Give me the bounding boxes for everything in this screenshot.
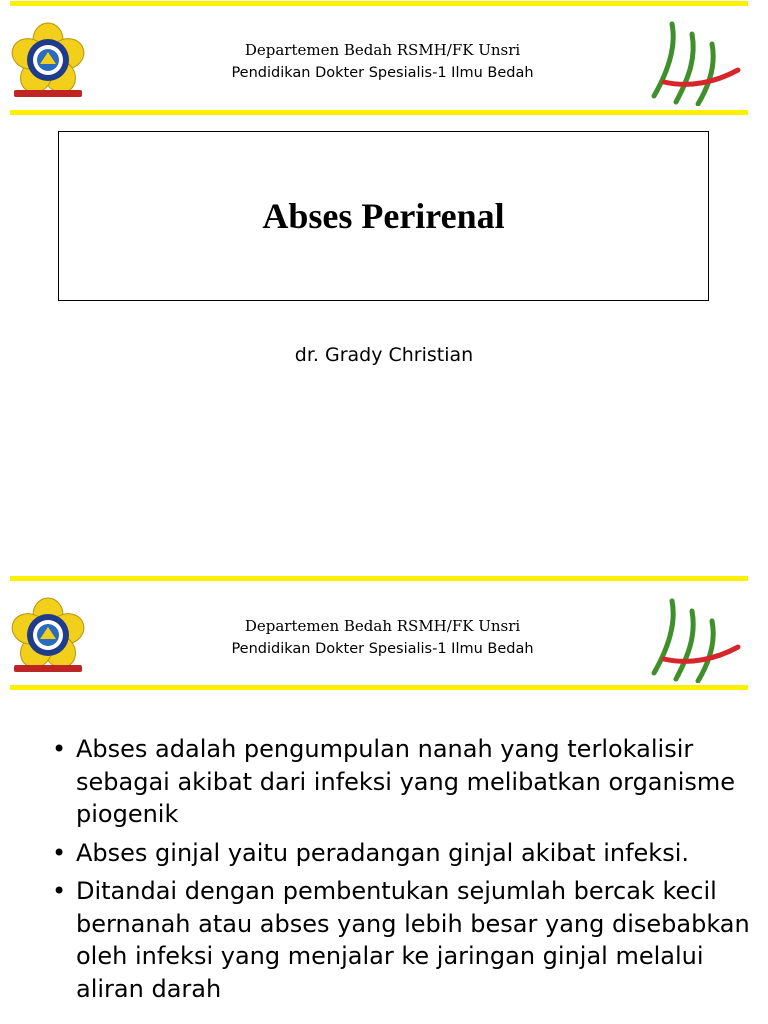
header-department: Departemen Bedah RSMH/FK Unsri — [244, 617, 521, 635]
header-department: Departemen Bedah RSMH/FK Unsri — [244, 41, 521, 59]
university-seal-logo — [6, 20, 90, 104]
header-top-rule — [10, 576, 748, 581]
header-top-rule — [10, 1, 748, 6]
slide-content — [0, 575, 768, 1024]
bullet-text: Abses ginjal yaitu peradangan ginjal akibat infeksi. — [76, 838, 690, 867]
slide-title-text: Abses Perirenal — [262, 196, 505, 236]
bullet-text: Ditandai dengan pembentukan sejumlah bercak kecil bernanah atau abses yang lebih besar yang disebabkan oleh infeksi yang menjalar ke jaringan ginjal melalui aliran darah — [76, 877, 750, 1003]
list-item — [52, 837, 752, 870]
surgery-department-logo — [646, 593, 742, 683]
header-text — [120, 40, 645, 83]
header-bottom-rule — [10, 110, 748, 115]
bullet-list — [52, 733, 752, 1011]
university-seal-logo — [6, 595, 90, 679]
bullet-icon: • — [52, 877, 67, 905]
header-program: Pendidikan Dokter Spesialis-1 Ilmu Bedah — [231, 65, 534, 81]
surgery-department-logo — [646, 16, 742, 106]
list-item — [52, 733, 752, 831]
bullet-icon: • — [52, 838, 67, 867]
header-program: Pendidikan Dokter Spesialis-1 Ilmu Bedah — [231, 641, 534, 657]
bullet-icon: • — [52, 735, 67, 763]
title-box — [58, 131, 709, 301]
bullet-text: Abses adalah pengumpulan nanah yang terlokalisir sebagai akibat dari infeksi yang melibatkan organisme piogenik — [76, 735, 736, 828]
list-item — [52, 875, 752, 1005]
header-text — [120, 616, 645, 659]
header-bottom-rule — [10, 685, 748, 690]
author-name: dr. Grady Christian — [294, 344, 474, 366]
